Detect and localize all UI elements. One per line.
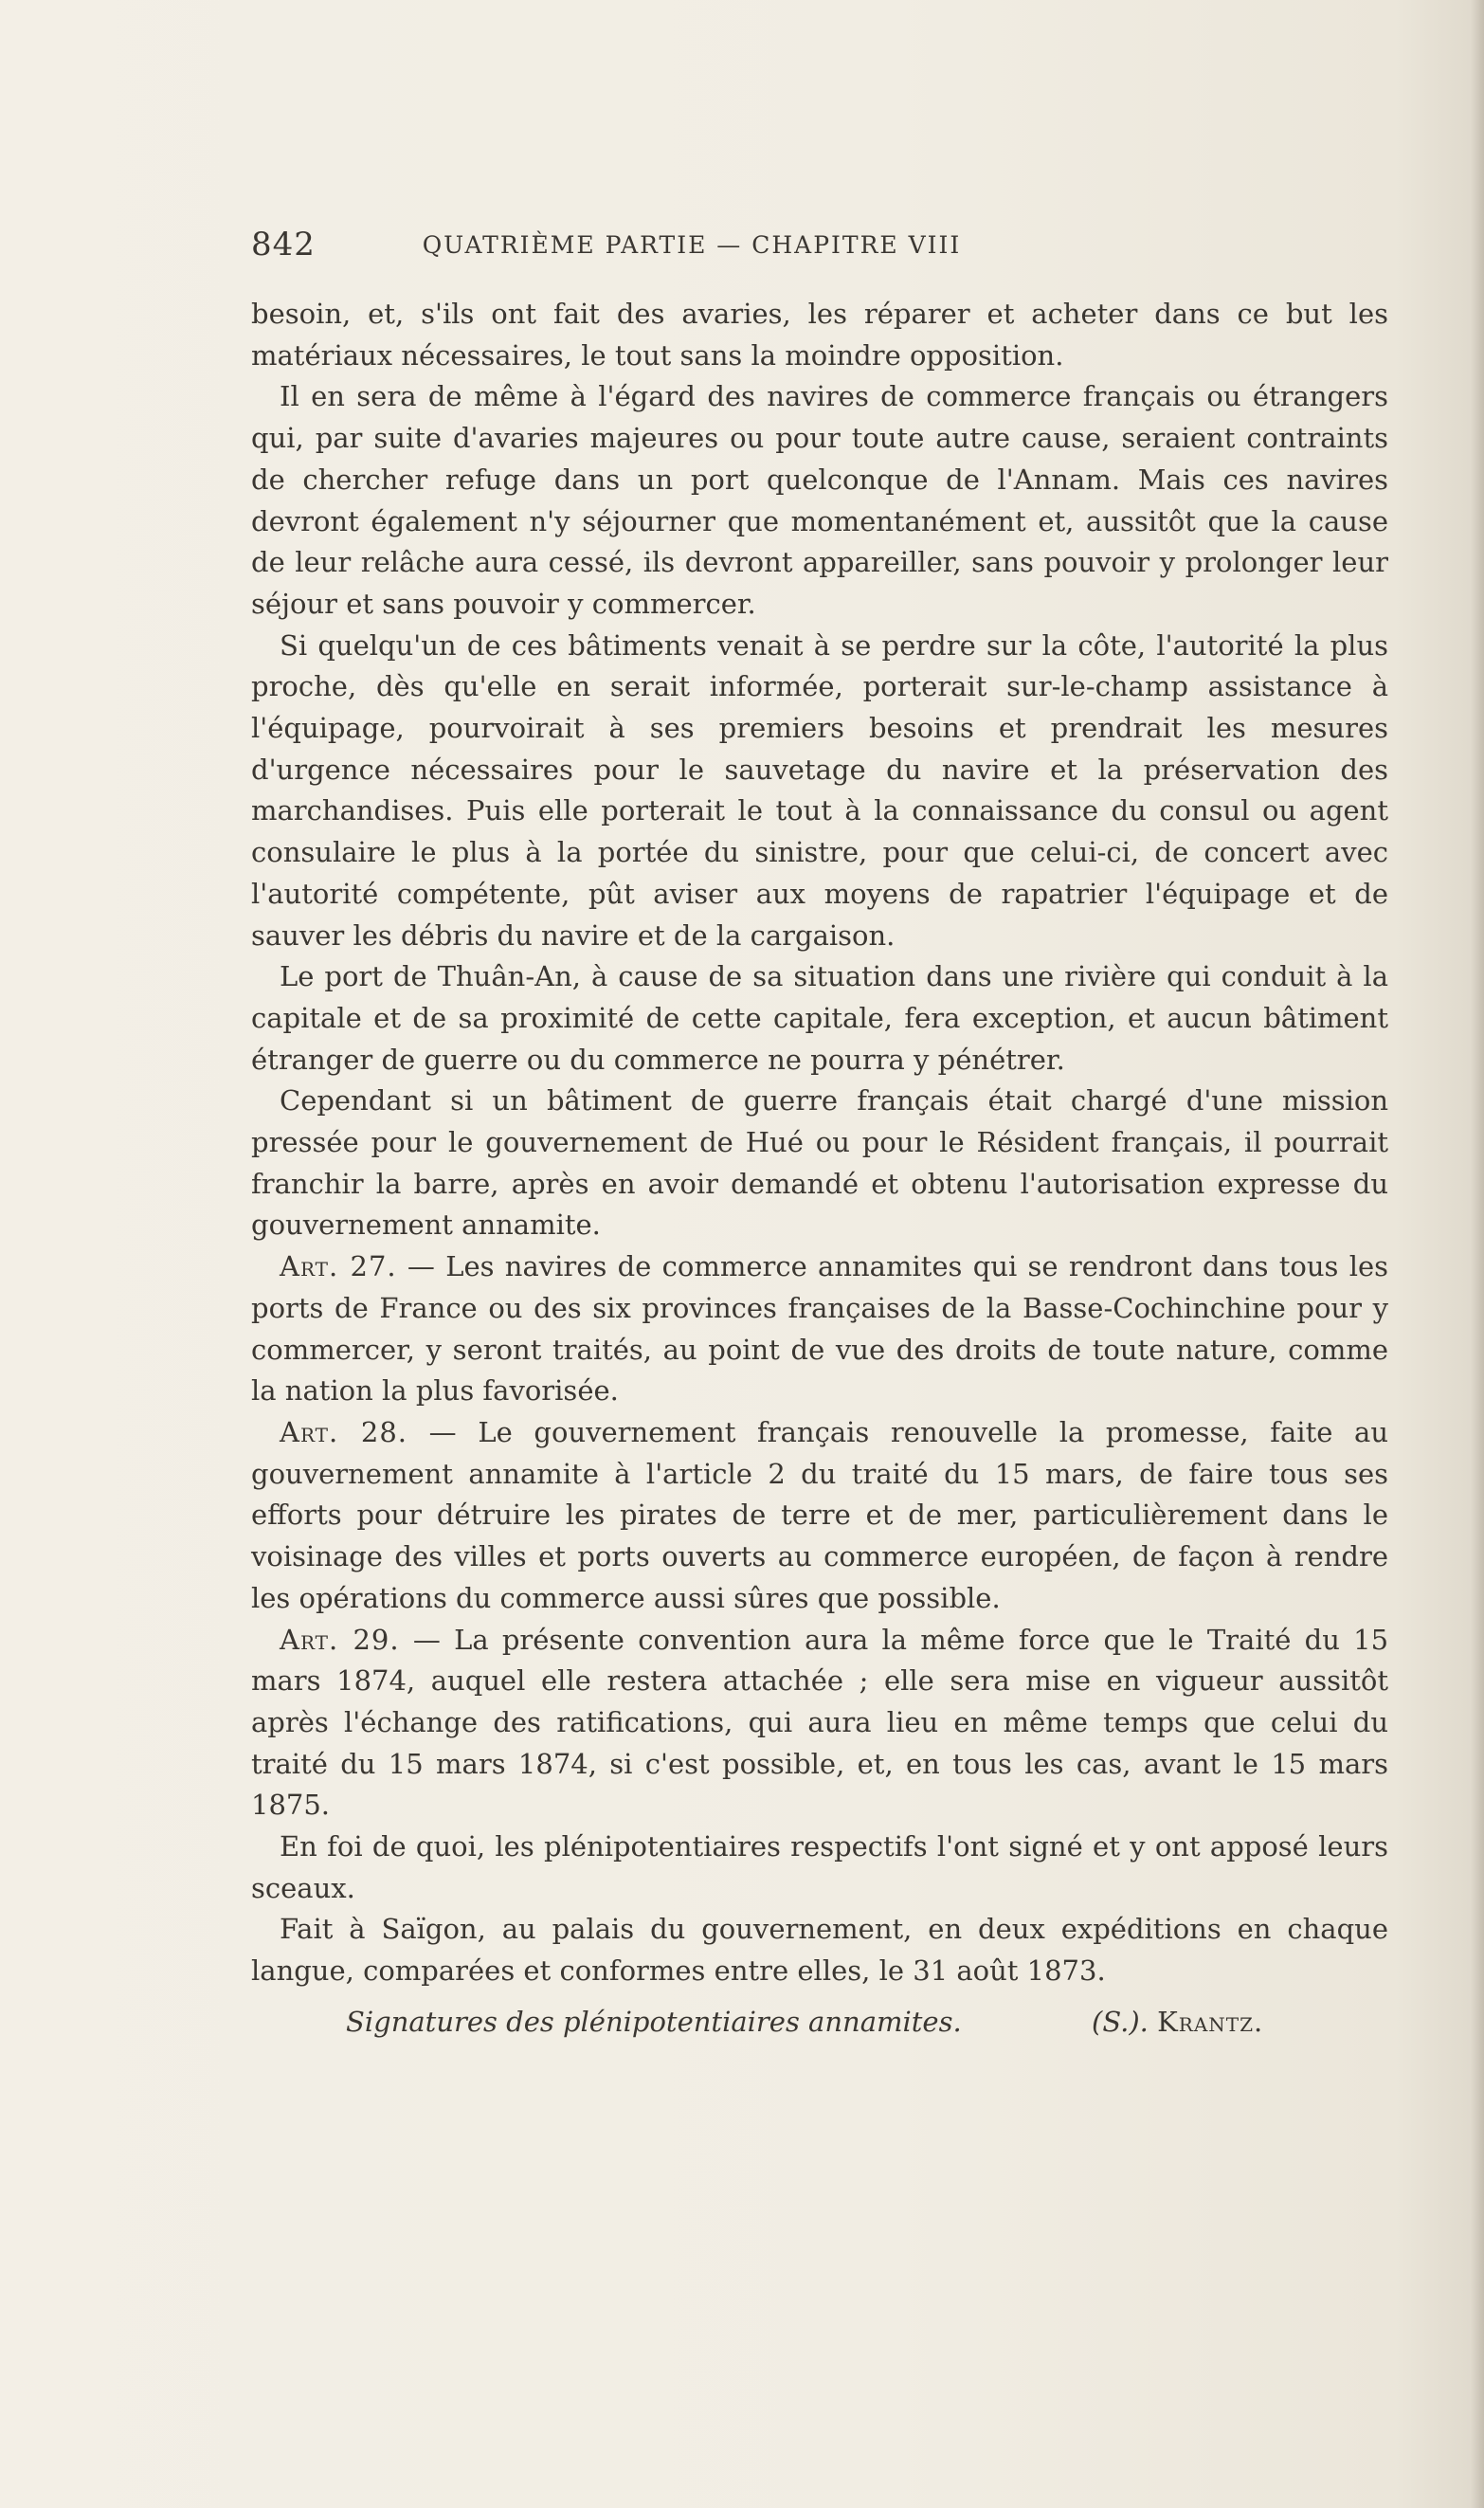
signatory-name: Krantz. <box>1157 2005 1264 2038</box>
paragraph: Il en sera de même à l'égard des navires de commerce français ou étrangers qui, par suite d'avaries majeures ou pour toute autre cause, seraient contraints de chercher refuge dans un port quelconque de l'Annam. Mais ces navires devront également n'y séjourner que momentanément et, aussitôt que la cause de leur relâche aura cessé, ils devront appareiller, sans pouvoir y prolonger leur séjour et sans pouvoir y commercer. <box>251 380 1388 620</box>
article-label: Art. 29. <box>280 1623 400 1656</box>
closing-paragraph: En foi de quoi, les plénipotentiaires respectifs l'ont signé et y ont apposé leurs sceaux. <box>251 1830 1388 1904</box>
article-label: Art. 28. <box>280 1415 407 1448</box>
article-text: — Le gouvernement français renouvelle la promesse, faite au gouvernement annamite à l'article 2 du traité du 15 mars, de faire tous ses efforts pour détruire les pirates de terre et de mer, particulièrement dans le voisinage des villes et ports ouverts au commerce européen, de façon à rendre les opérations du commerce aussi sûres que possible. <box>251 1415 1389 1614</box>
article-29 <box>251 1620 1388 1827</box>
article-27 <box>251 1246 1388 1412</box>
running-title: QUATRIÈME PARTIE — CHAPITRE VIII <box>422 231 962 259</box>
closing-paragraph: Fait à Saïgon, au palais du gouvernement, en deux expéditions en chaque langue, comparées et conformes entre elles, le 31 août 1873. <box>251 1913 1388 1988</box>
paragraph: Le port de Thuân-An, à cause de sa situation dans une rivière qui conduit à la capitale et de sa proximité de cette capitale, fera exception, et aucun bâtiment étranger de guerre ou du commerce ne pourra y pénétrer. <box>251 960 1388 1076</box>
article-text: — Les navires de commerce annamites qui se rendront dans tous les ports de France ou des six provinces françaises de la Basse-Cochinchine pour y commercer, y seront traités, au point de vue des droits de toute nature, comme la nation la plus favorisée. <box>251 1250 1389 1408</box>
article-text: — La présente convention aura la même force que le Traité du 15 mars 1874, auquel elle restera attachée ; elle sera mise en vigueur aussitôt après l'échange des ratifications, qui aura lieu en même temps que celui du traité du 15 mars 1874, si c'est possible, et, en tous les cas, avant le 15 mars 1875. <box>251 1623 1389 1822</box>
article-label: Art. 27. <box>280 1250 397 1283</box>
article-28 <box>251 1412 1388 1620</box>
paragraph-continued: besoin, et, s'ils ont fait des avaries, les réparer et acheter dans ce but les matériaux nécessaires, le tout sans la moindre opposition. <box>251 298 1388 372</box>
signature-mark: (S.). <box>1092 2005 1149 2038</box>
paragraph: Si quelqu'un de ces bâtiments venait à se perdre sur la côte, l'autorité la plus proche, dès qu'elle en serait informée, porterait sur-le-champ assistance à l'équipage, pourvoirait à ses premiers besoins et prendrait les mesures d'urgence nécessaires pour le sauvetage du navire et la préservation des marchandises. Puis elle porterait le tout à la connaissance du consul ou agent consulaire le plus à la portée du sinistre, pour que celui-ci, de concert avec l'autorité compétente, pût aviser aux moyens de rapatrier l'équipage et de sauver les débris du navire et de la cargaison. <box>251 628 1388 952</box>
body-text <box>251 294 1388 2044</box>
running-header <box>251 226 1132 273</box>
french-signature <box>1092 2002 1263 2044</box>
paragraph: Cependant si un bâtiment de guerre français était chargé d'une mission pressée pour le gouvernement de Hué ou pour le Résident français, il pourrait franchir la barre, après en avoir demandé et obtenu l'autorisation expresse du gouvernement annamite. <box>251 1084 1388 1242</box>
annamite-signatures: Signatures des plénipotentiaires annamites. <box>346 2005 962 2038</box>
signature-line <box>251 2002 1388 2044</box>
page-number: 842 <box>251 226 316 264</box>
binding-shadow <box>1471 0 1484 2508</box>
